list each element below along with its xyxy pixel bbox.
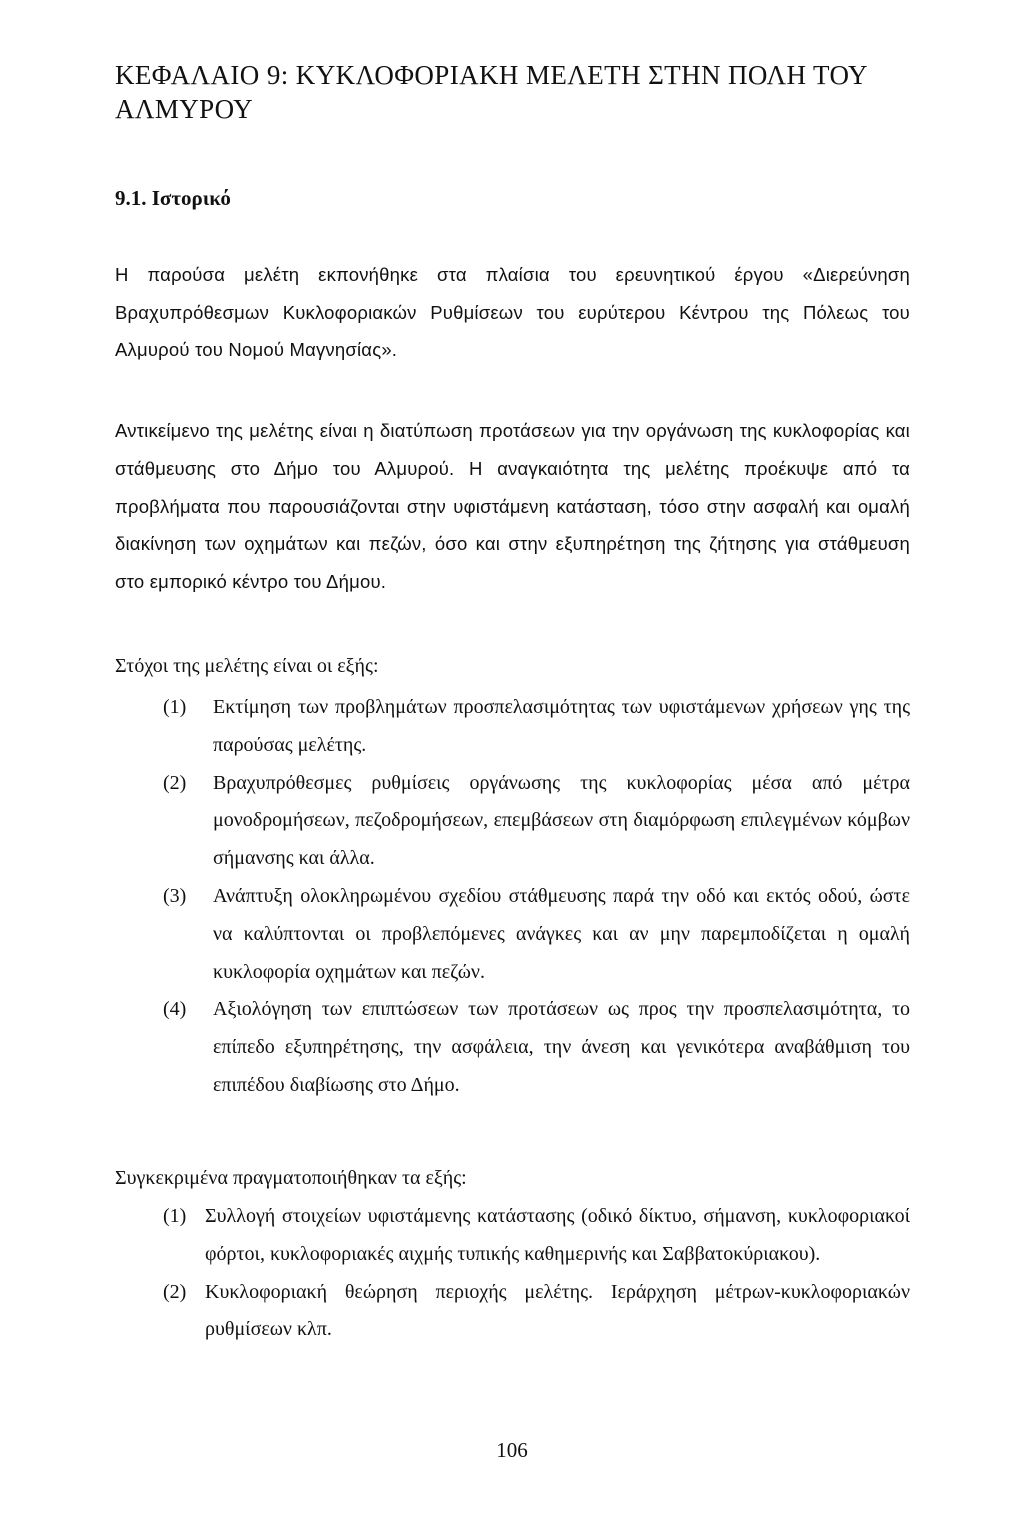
- list-item: [163, 1274, 910, 1350]
- list-item-number: (3): [163, 884, 187, 907]
- list-item-number: (4): [163, 998, 187, 1021]
- paragraph-objective: Αντικείμενο της μελέτης είναι η διατύπωση προτάσεων για την οργάνωση της κυκλοφορίας και στάθμευσης στο Δήμο του Αλμυρού. Η αναγκαιότητα της μελέτης προέκυψε από τα προβλήματα που παρουσιάζονται στην υφιστάμενη κατάσταση, τόσο στην ασφαλή και ομαλή διακίνηση των οχημάτων και πεζών, όσο και στην εξυπηρέτηση της ζήτησης για στάθμευση στο εμπορικό κέντρο του Δήμου.: [115, 420, 910, 593]
- goals-intro: Στόχοι της μελέτης είναι οι εξής:: [115, 655, 379, 677]
- actions-list: [163, 1198, 910, 1349]
- list-item: [163, 1198, 910, 1274]
- list-item-text: Εκτίμηση των προβλημάτων προσπελασιμότητας των υφιστάμενων χρήσεων γης της παρούσας μελέτης.: [213, 696, 910, 756]
- list-item-number: (1): [163, 1205, 187, 1227]
- list-item-number: (2): [163, 771, 187, 794]
- list-item-number: (1): [163, 696, 187, 718]
- page-number: 106: [496, 1438, 528, 1462]
- goals-list: [163, 689, 910, 1105]
- chapter-title: ΚΕΦΑΛΑΙΟ 9: ΚΥΚΛΟΦΟΡΙΑΚΗ ΜΕΛΕΤΗ ΣΤΗΝ ΠΟΛΗ ΤΟΥ ΑΛΜΥΡΟΥ: [115, 60, 867, 124]
- list-item-text: Ανάπτυξη ολοκληρωμένου σχεδίου στάθμευσης παρά την οδό και εκτός οδού, ώστε να καλύπτονται οι προβλεπόμενες ανάγκες και αν μην παρεμποδίζεται η ομαλή κυκλοφορία οχημάτων και πεζών.: [213, 884, 910, 983]
- list-item-text: Αξιολόγηση των επιπτώσεων των προτάσεων ως προς την προσπελασιμότητα, το επίπεδο εξυπηρέτησης, την ασφάλεια, την άνεση και γενικότερα αναβάθμιση του επιπέδου διαβίωσης στο Δήμο.: [213, 998, 910, 1096]
- paragraph-history: Η παρούσα μελέτη εκπονήθηκε στα πλαίσια του ερευνητικού έργου «Διερεύνηση Βραχυπρόθεσμων Κυκλοφοριακών Ρυθμίσεων του ευρύτερου Κέντρου της Πόλεως του Αλμυρού του Νομού Μαγνησίας».: [115, 264, 910, 360]
- list-item: [163, 878, 910, 991]
- list-item-text: Συλλογή στοιχείων υφιστάμενης κατάστασης (οδικό δίκτυο, σήμανση, κυκλοφοριακοί φόρτοι, κυκλοφοριακές αιχμής τυπικής καθημερινής και Σαββατοκύριακου).: [205, 1205, 910, 1265]
- list-item-text: Βραχυπρόθεσμες ρυθμίσεις οργάνωσης της κυκλοφορίας μέσα από μέτρα μονοδρομήσεων, πεζοδρομήσεων, επεμβάσεων στη διαμόρφωση επιλεγμένων κόμβων σήμανσης και άλλα.: [213, 771, 910, 870]
- actions-intro: Συγκεκριμένα πραγματοποιήθηκαν τα εξής:: [115, 1167, 467, 1189]
- list-item: [163, 991, 910, 1104]
- list-item-text: Κυκλοφοριακή θεώρηση περιοχής μελέτης. Ιεράρχηση μέτρων-κυκλοφοριακών ρυθμίσεων κλπ.: [205, 1280, 910, 1341]
- list-item: [163, 689, 910, 765]
- section-heading: 9.1. Ιστορικό: [115, 186, 231, 210]
- list-item-number: (2): [163, 1280, 187, 1303]
- list-item: [163, 765, 910, 878]
